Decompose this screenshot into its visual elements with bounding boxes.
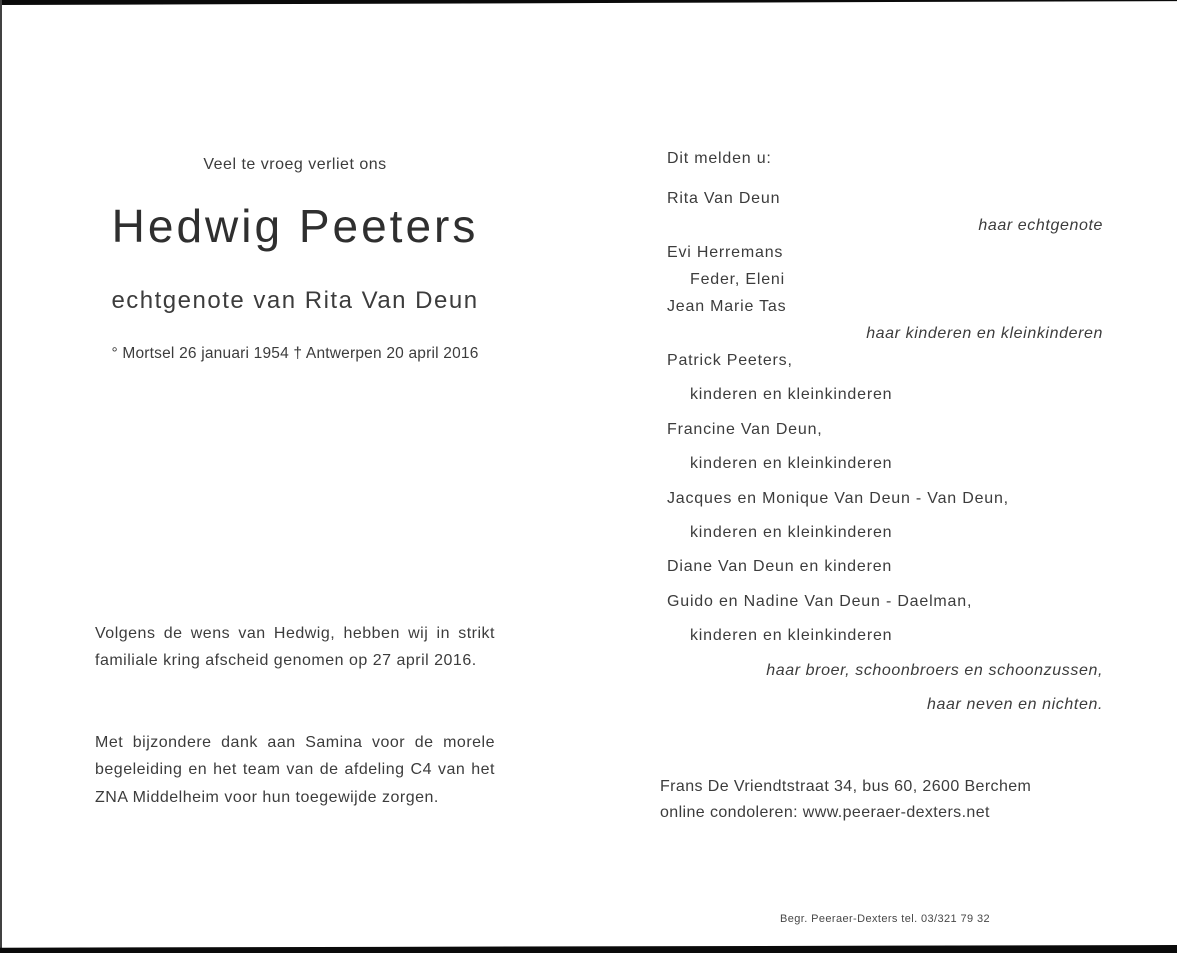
family-role-line: haar neven en nichten. (927, 695, 1103, 713)
family-member-line: Feder, Eleni (690, 271, 785, 288)
announcement-column (667, 150, 1103, 714)
family-member-line: kinderen en kleinkinderen (690, 627, 893, 645)
family-role-line: haar echtgenote (978, 217, 1103, 234)
family-member-line: kinderen en kleinkinderen (690, 523, 893, 541)
family-member-line: kinderen en kleinkinderen (690, 386, 893, 404)
family-member-line: Francine Van Deun, (667, 420, 823, 438)
family-member-line: Guido en Nadine Van Deun - Daelman, (667, 592, 973, 610)
family-role-line: haar kinderen en kleinkinderen (866, 325, 1103, 342)
deceased-name: Hedwig Peeters (111, 200, 479, 252)
farewell-paragraph: Volgens de wens van Hedwig, hebben wij in strikt familiale kring afscheid genomen op 27 april 2016. (95, 625, 495, 670)
family-member-line: Jean Marie Tas (667, 298, 787, 315)
family-member-line: Patrick Peeters, (667, 352, 793, 369)
address-block (660, 774, 1031, 825)
family-member-line: kinderen en kleinkinderen (690, 455, 893, 473)
scan-edge-top (0, 0, 1177, 5)
funeral-home-footer: Begr. Peeraer-Dexters tel. 03/321 79 32 (779, 913, 991, 925)
condolence-url: online condoleren: www.peeraer-dexters.net (660, 803, 990, 821)
family-role-line: haar broer, schoonbroers en schoonzussen, (766, 661, 1103, 679)
scan-edge-bottom (0, 945, 1177, 953)
relation-line: echtgenote van Rita Van Deun (111, 287, 479, 314)
scan-edge-left (0, 0, 2, 953)
family-member-line: Rita Van Deun (667, 190, 781, 207)
announcement-header: Dit melden u: (667, 150, 772, 167)
family-member-line: Diane Van Deun en kinderen (667, 558, 893, 576)
family-member-line: Evi Herremans (667, 244, 784, 261)
birth-death-dates: ° Mortsel 26 januari 1954 † Antwerpen 20 april 2016 (111, 345, 479, 362)
intro-line: Veel te vroeg verliet ons (203, 156, 387, 173)
thanks-paragraph: Met bijzondere dank aan Samina voor de morele begeleiding en het team van de afdeling C4 van het ZNA Middelheim voor hun toegewijde zorgen. (95, 734, 495, 806)
address-line: Frans De Vriendtstraat 34, bus 60, 2600 Berchem (660, 778, 1032, 795)
family-member-line: Jacques en Monique Van Deun - Van Deun, (667, 489, 1009, 507)
